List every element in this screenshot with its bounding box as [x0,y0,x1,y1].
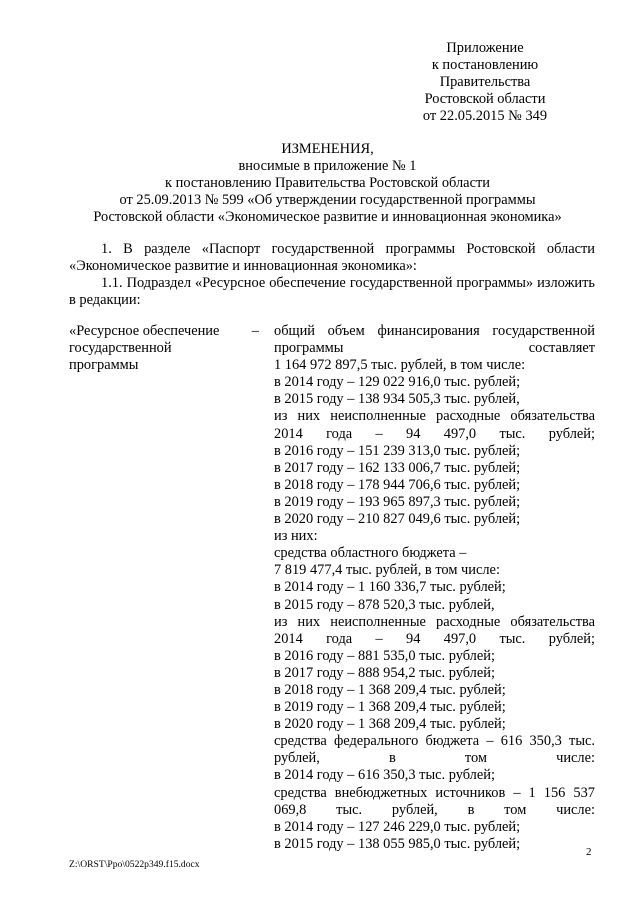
left-label-dash: – [251,323,259,339]
funding-line: в 2014 году – 616 350,3 тыс. рублей; [274,767,495,784]
appendix-line: Приложение [446,40,524,56]
paragraph-number: 1. [101,241,112,257]
heading-line: Ростовской области «Экономическое развитие и инновационная экономика» [93,209,562,226]
funding-line: в 2016 году – 881 535,0 тыс. рублей; [274,647,495,664]
table-right-column [274,323,595,853]
funding-line: из них: [274,528,318,545]
funding-line: в 2017 году – 162 133 006,7 тыс. рублей; [274,459,521,476]
heading-line: вносимые в приложение № 1 [238,158,417,175]
page-number: 2 [586,846,592,858]
appendix-line: Ростовской области [424,91,546,108]
heading-line: к постановлению Правительства Ростовской области [165,175,490,192]
appendix-line: к постановлению [431,57,539,74]
paragraph-1-1 [69,275,595,309]
funding-line: в 2019 году – 193 965 897,3 тыс. рублей; [274,493,521,510]
left-label-first: «Ресурсное обеспечение [69,323,220,339]
appendix-line: от 22.05.2015 № 349 [422,108,548,125]
funding-line: в 2014 году – 1 160 336,7 тыс. рублей; [274,579,506,596]
funding-line: в 2016 году – 151 239 313,0 тыс. рублей; [274,442,521,459]
funding-line: в 2018 году – 178 944 706,6 тыс. рублей; [274,476,521,493]
funding-line: в 2014 году – 129 022 916,0 тыс. рублей; [274,374,521,391]
heading-line: от 25.09.2013 № 599 «Об утверждении государственной программы [119,192,536,209]
funding-line: средства областного бюджета – [274,545,467,562]
funding-line: общий объем финансирования государственной программы составляет [274,323,595,357]
left-label-line: программы [69,357,139,374]
funding-line: средства внебюджетных источников – 1 156 537 069,8 тыс. рублей, в том числе: [274,784,595,818]
appendix-line: Правительства [439,74,531,91]
funding-line: 7 819 477,4 тыс. рублей, в том числе: [274,562,500,579]
funding-line: из них неисполненные расходные обязательства 2014 года – 94 497,0 тыс. рублей; [274,408,595,442]
left-label-line: государственной [69,340,172,357]
funding-line: в 2018 году – 1 368 209,4 тыс. рублей; [274,681,506,698]
paragraph-number: 1.1. [101,275,123,291]
funding-line: в 2014 году – 127 246 229,0 тыс. рублей; [274,818,521,835]
paragraph-text: Подраздел «Ресурсное обеспечение государственной программы» изложить в редакции: [69,275,595,309]
funding-line: в 2019 году – 1 368 209,4 тыс. рублей; [274,699,506,716]
appendix-block [0,40,565,125]
funding-line: 1 164 972 897,5 тыс. рублей, в том числе: [274,357,526,374]
table-left-column [69,323,259,374]
funding-line: из них неисполненные расходные обязательства 2014 года – 94 497,0 тыс. рублей; [274,613,595,647]
funding-line: средства федерального бюджета – 616 350,3 тыс. рублей, в том числе: [274,733,595,767]
funding-line: в 2020 году – 210 827 049,6 тыс. рублей; [274,511,521,528]
document-heading [60,141,595,226]
funding-line: в 2017 году – 888 954,2 тыс. рублей; [274,664,495,681]
funding-line: в 2015 году – 138 055 985,0 тыс. рублей; [274,835,521,852]
funding-line: в 2015 году – 878 520,3 тыс. рублей, [274,596,495,613]
paragraph-text: В разделе «Паспорт государственной программы Ростовской области «Экономическое развитие и инновационная экономика»: [69,241,595,275]
heading-title: ИЗМЕНЕНИЯ, [281,141,374,157]
funding-line: в 2020 году – 1 368 209,4 тыс. рублей; [274,716,506,733]
file-path-footer: Z:\ORST\Ppo\0522p349.f15.docx [69,859,200,870]
paragraph-1 [69,241,595,275]
funding-line: в 2015 году – 138 934 505,3 тыс. рублей, [274,391,520,408]
